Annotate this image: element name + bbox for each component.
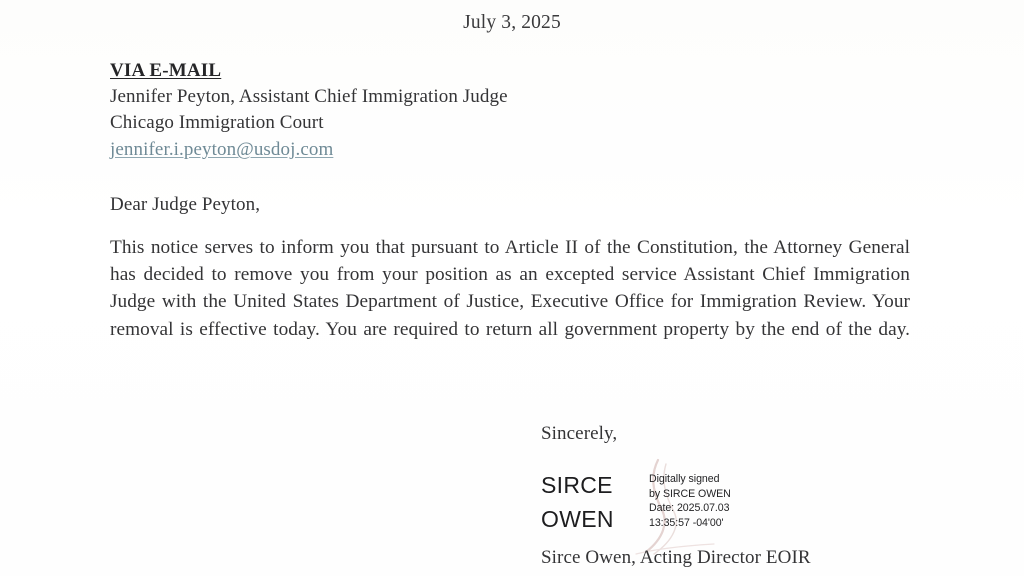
signature-meta-line-2: by SIRCE OWEN xyxy=(649,487,731,500)
salutation: Dear Judge Peyton, xyxy=(110,194,261,215)
signature-meta-line-3: Date: 2025.07.03 xyxy=(649,502,730,515)
signature-metadata xyxy=(649,472,731,530)
signer-name-title: Sirce Owen, Acting Director EOIR xyxy=(541,547,811,568)
recipient-email-link[interactable]: jennifer.i.peyton@usdoj.com xyxy=(110,139,334,160)
digital-signature-stamp xyxy=(541,468,771,540)
recipient-name-title: Jennifer Peyton, Assistant Chief Immigration Judge xyxy=(110,86,508,107)
signature-stamp-name xyxy=(541,468,646,536)
delivery-method-heading: VIA E-MAIL xyxy=(110,60,222,81)
recipient-court: Chicago Immigration Court xyxy=(110,112,324,133)
signature-stamp-name-first: SIRCE xyxy=(541,472,613,498)
letter-date: July 3, 2025 xyxy=(463,12,561,33)
closing-line: Sincerely, xyxy=(541,423,618,444)
signature-meta-line-1: Digitally signed xyxy=(649,473,720,485)
signature-meta-line-4: 13:35:57 -04'00' xyxy=(649,516,724,529)
signature-stamp-name-last: OWEN xyxy=(541,506,614,532)
letter-paragraph: This notice serves to inform you that pursuant to Article II of the Constitution, the Attorney General has decided to remove you from your position as an excepted service Assistant Chief Immigration Judge with the United States Department of Justice, Executive Office for Immigration Review. Your removal is effective today. You are required to return all government property by the end of the day. xyxy=(110,237,910,340)
